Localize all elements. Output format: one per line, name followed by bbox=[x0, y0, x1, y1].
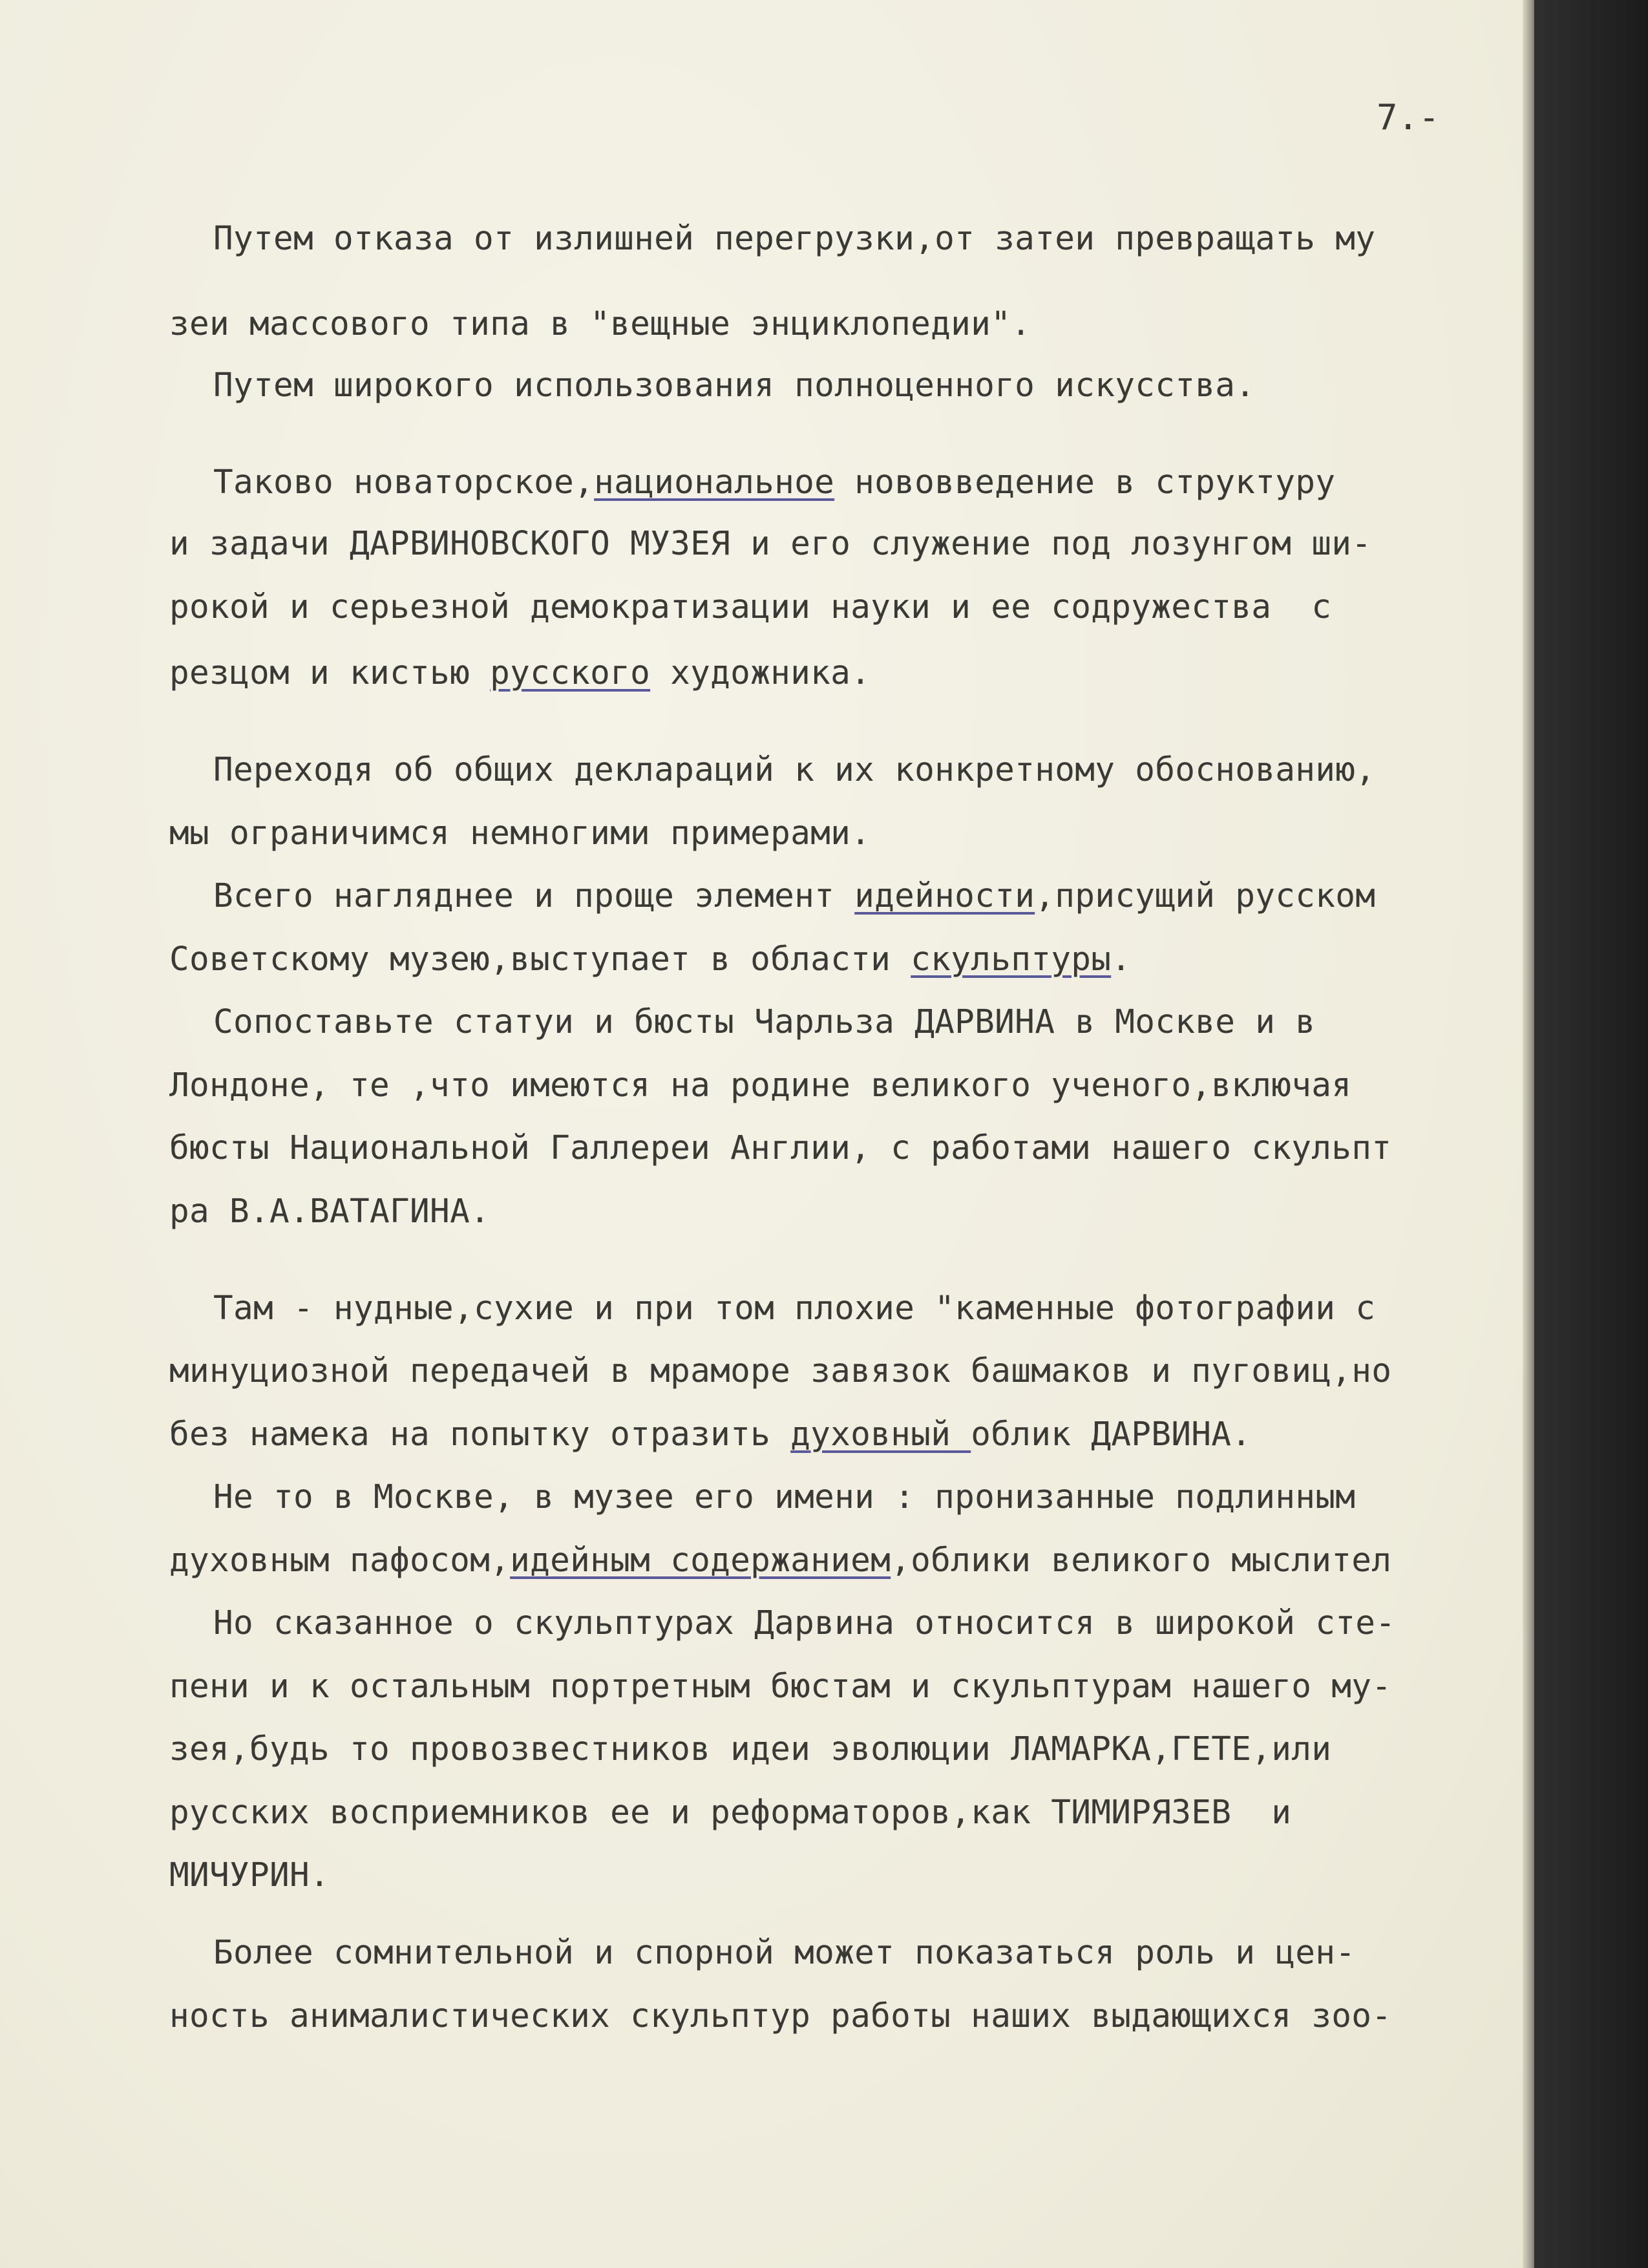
text-line bbox=[213, 218, 1558, 260]
text-line bbox=[169, 1351, 1514, 1392]
text-segment: ,присущий русском bbox=[1035, 877, 1376, 915]
underlined-text: идейности bbox=[854, 877, 1035, 915]
text-segment: Всего нагляднее и проще элемент bbox=[213, 877, 855, 915]
text-line bbox=[213, 750, 1558, 791]
text-line bbox=[213, 876, 1558, 917]
text-segment: Но сказанное о скульптурах Дарвина относится в широкой сте- bbox=[213, 1604, 1396, 1642]
text-segment: Сопоставьте статуи и бюсты Чарльза ДАРВИНА в Москве и в bbox=[213, 1003, 1316, 1041]
text-segment: бюсты Национальной Галлереи Англии, с работами нашего скульпт bbox=[169, 1129, 1392, 1167]
text-segment: художника. bbox=[650, 654, 871, 692]
text-segment: Советскому музею,выступает в области bbox=[169, 940, 911, 979]
underlined-text: духовный bbox=[790, 1415, 971, 1454]
text-line bbox=[169, 1414, 1514, 1456]
text-line bbox=[169, 653, 1514, 694]
text-line bbox=[169, 1191, 1514, 1233]
text-line bbox=[213, 1477, 1558, 1518]
text-segment: Более сомнительной и спорной может показаться роль и цен- bbox=[213, 1934, 1356, 1972]
text-line bbox=[213, 1288, 1558, 1330]
text-segment: облик ДАРВИНА. bbox=[971, 1415, 1252, 1454]
text-segment: Таково новаторское, bbox=[213, 463, 595, 502]
text-segment: . bbox=[1111, 940, 1132, 979]
text-line bbox=[169, 1855, 1514, 1896]
text-segment: без намека на попытку отразить bbox=[169, 1415, 791, 1454]
text-line bbox=[169, 1666, 1514, 1708]
text-segment: зеи массового типа в "вещные энциклопедии". bbox=[169, 305, 1031, 343]
text-segment: Лондоне, те ,что имеются на родине великого ученого,включая bbox=[169, 1066, 1352, 1105]
underlined-text: русского bbox=[490, 654, 651, 692]
text-segment: Переходя об общих деклараций к их конкретному обоснованию, bbox=[213, 751, 1376, 789]
text-line bbox=[169, 939, 1514, 980]
underlined-text: национальное bbox=[594, 463, 835, 502]
underlined-text: скульптуры bbox=[911, 940, 1112, 979]
text-line bbox=[169, 524, 1514, 565]
text-line bbox=[169, 1792, 1514, 1834]
text-segment: ность анималистических скульптур работы наших выдающихся зоо- bbox=[169, 1997, 1392, 2035]
text-line bbox=[213, 365, 1558, 407]
text-line bbox=[169, 813, 1514, 854]
text-segment: ра В.А.ВАТАГИНА. bbox=[169, 1192, 491, 1231]
text-line bbox=[169, 587, 1514, 628]
text-segment: пени и к остальным портретным бюстам и скульптурам нашего му- bbox=[169, 1668, 1392, 1706]
text-line bbox=[213, 1603, 1558, 1644]
text-segment: мы ограничимся немногими примерами. bbox=[169, 814, 871, 853]
scan-background bbox=[1534, 0, 1648, 2268]
text-line bbox=[213, 462, 1558, 503]
text-segment: рокой и серьезной демократизации науки и ее содружества с bbox=[169, 588, 1332, 626]
page-number: 7.- bbox=[1377, 97, 1440, 138]
text-segment: Не то в Москве, в музее его имени : пронизанные подлинным bbox=[213, 1478, 1356, 1516]
text-segment: ,облики великого мыслител bbox=[891, 1542, 1392, 1580]
text-segment: русских восприемников ее и реформаторов,как ТИМИРЯЗЕВ и bbox=[169, 1794, 1292, 1832]
text-segment: и задачи ДАРВИНОВСКОГО МУЗЕЯ и его служение под лозунгом ши- bbox=[169, 525, 1372, 563]
text-line bbox=[169, 1065, 1514, 1107]
text-segment: МИЧУРИН. bbox=[169, 1856, 330, 1894]
text-line bbox=[169, 1729, 1514, 1770]
text-segment: нововведение в структуру bbox=[834, 463, 1336, 502]
text-line bbox=[213, 1002, 1558, 1043]
text-segment: резцом и кистью bbox=[169, 654, 491, 692]
text-segment: Путем широкого использования полноценного искусства. bbox=[213, 366, 1256, 405]
text-segment: духовным пафосом, bbox=[169, 1542, 511, 1580]
text-line bbox=[169, 1540, 1514, 1582]
text-segment: Путем отказа от излишней перегрузки,от затеи превращать му bbox=[213, 220, 1376, 258]
text-line bbox=[169, 304, 1514, 345]
text-line bbox=[169, 1996, 1514, 2037]
text-segment: минуциозной передачей в мраморе завязок башмаков и пуговиц,но bbox=[169, 1352, 1392, 1390]
text-line bbox=[169, 1128, 1514, 1169]
text-segment: зея,будь то провозвестников идеи эволюции ЛАМАРКА,ГЕТЕ,или bbox=[169, 1730, 1332, 1768]
text-line bbox=[213, 1933, 1558, 1974]
underlined-text: идейным содержанием bbox=[510, 1542, 891, 1580]
text-segment: Там - нудные,сухие и при том плохие "каменные фотографии с bbox=[213, 1289, 1376, 1328]
